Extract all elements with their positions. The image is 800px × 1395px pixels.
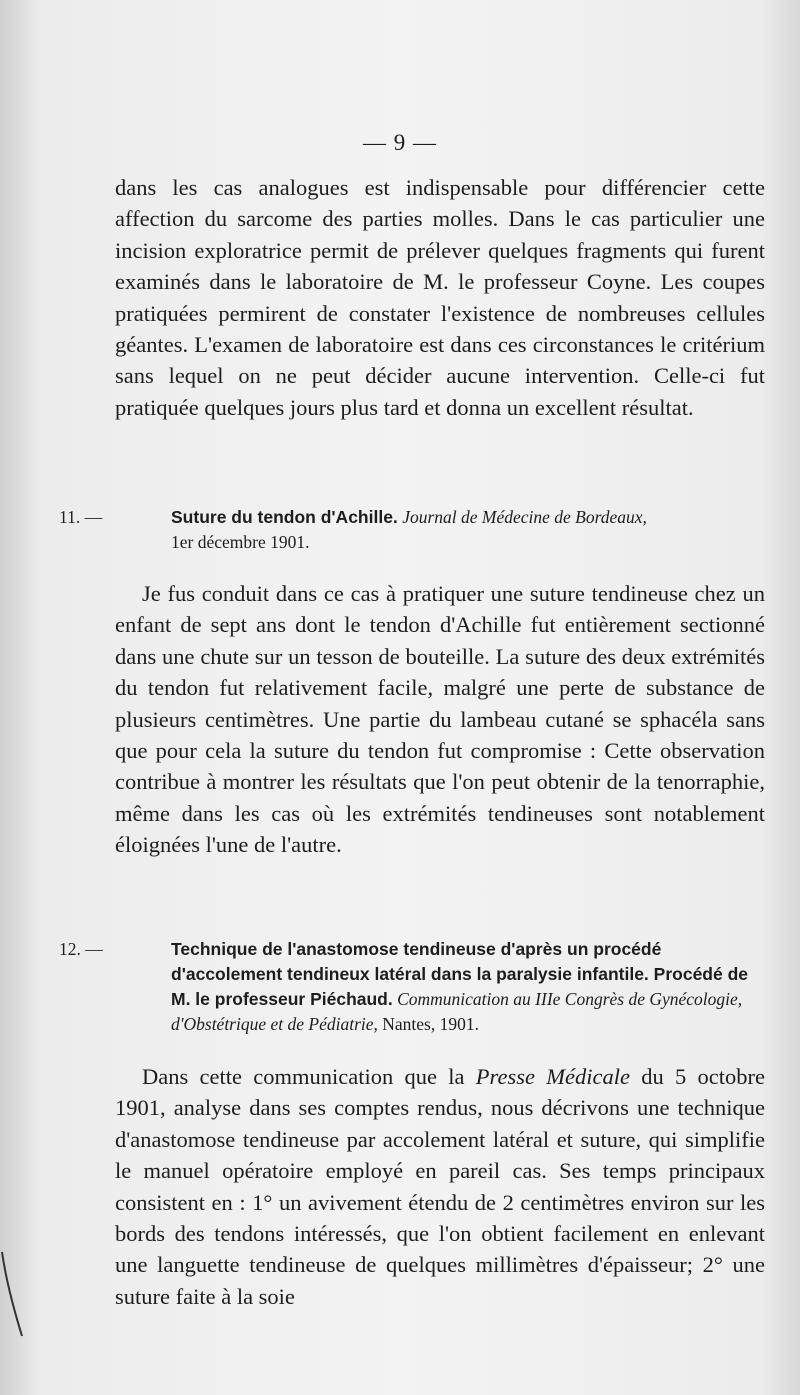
margin-pencil-mark [0, 1250, 30, 1340]
entry-11-title: Suture du tendon d'Achille. [171, 507, 398, 527]
journal-name: Presse Médicale [475, 1064, 630, 1089]
entry-12-citation: Communication au IIIe Congrès de Gynécologie, d'Obstétrique et de Pédiatrie, [171, 989, 743, 1034]
paragraph-3-start: Dans cette communication que la [142, 1064, 465, 1089]
paragraph-1: dans les cas analogues est indispensable pour différencier cette affection du sarcome des parties molles. Dans le cas particulier une incision exploratrice permit de prélever quelques fragments qui furent examinés dans le laboratoire de M. le professeur Coyne. Les coupes pratiquées permirent de constater l'existence de nombreuses cellules géantes. L'examen de laboratoire est dans ces circonstances le critérium sans lequel on ne peut décider aucune intervention. Celle-ci fut pratiquée quelques jours plus tard et donna un excellent résultat. [115, 175, 765, 420]
entry-11 [59, 505, 765, 555]
entry-12-place-date: Nantes, 1901. [382, 1014, 479, 1034]
entry-12-title: Technique de l'anastomose tendineuse d'après un procédé d'accolement tendineux latéral dans la paralysie infantile. Procédé de M. le professeur Piéchaud. [171, 939, 749, 1009]
entry-12 [59, 937, 765, 1037]
entry-11-citation: Journal de Médecine de Bordeaux, [402, 507, 647, 527]
entry-11-date: 1er décembre 1901. [171, 532, 310, 552]
entry-11-number: 11. — [59, 507, 103, 527]
paragraph-2: Je fus conduit dans ce cas à pratiquer une suture tendineuse chez un enfant de sept ans dont le tendon d'Achille fut entièrement sectionné dans une chute sur un tesson de bouteille. La suture des deux extrémités du tendon fut relativement facile, malgré une perte de substance de plusieurs centimètres. Une partie du lambeau cutané se sphacéla sans que pour cela la suture du tendon fut compromise : Cette observation contribue à montrer les résultats que l'on peut obtenir de la tenorraphie, même dans les cas où les extrémités tendineuses sont notablement éloignées l'une de l'autre. [115, 581, 765, 858]
page-number: — 9 — [363, 130, 437, 155]
paragraph-3 [115, 1061, 765, 1312]
entry-12-number: 12. — [59, 939, 103, 959]
paragraph-3-rest: du 5 octobre 1901, analyse dans ses comptes rendus, nous décrivons une technique d'anastomose tendineuse par accolement latéral et suture, qui simplifie le manuel opératoire employé en pareil cas. Ses temps principaux consistent en : 1° un avivement étendu de 2 centimètres environ sur les bords des tendons intéressés, que l'on obtient facilement en enlevant une languette tendineuse de quelques millimètres d'épaisseur; 2° une suture faite à la soie [115, 1064, 765, 1309]
